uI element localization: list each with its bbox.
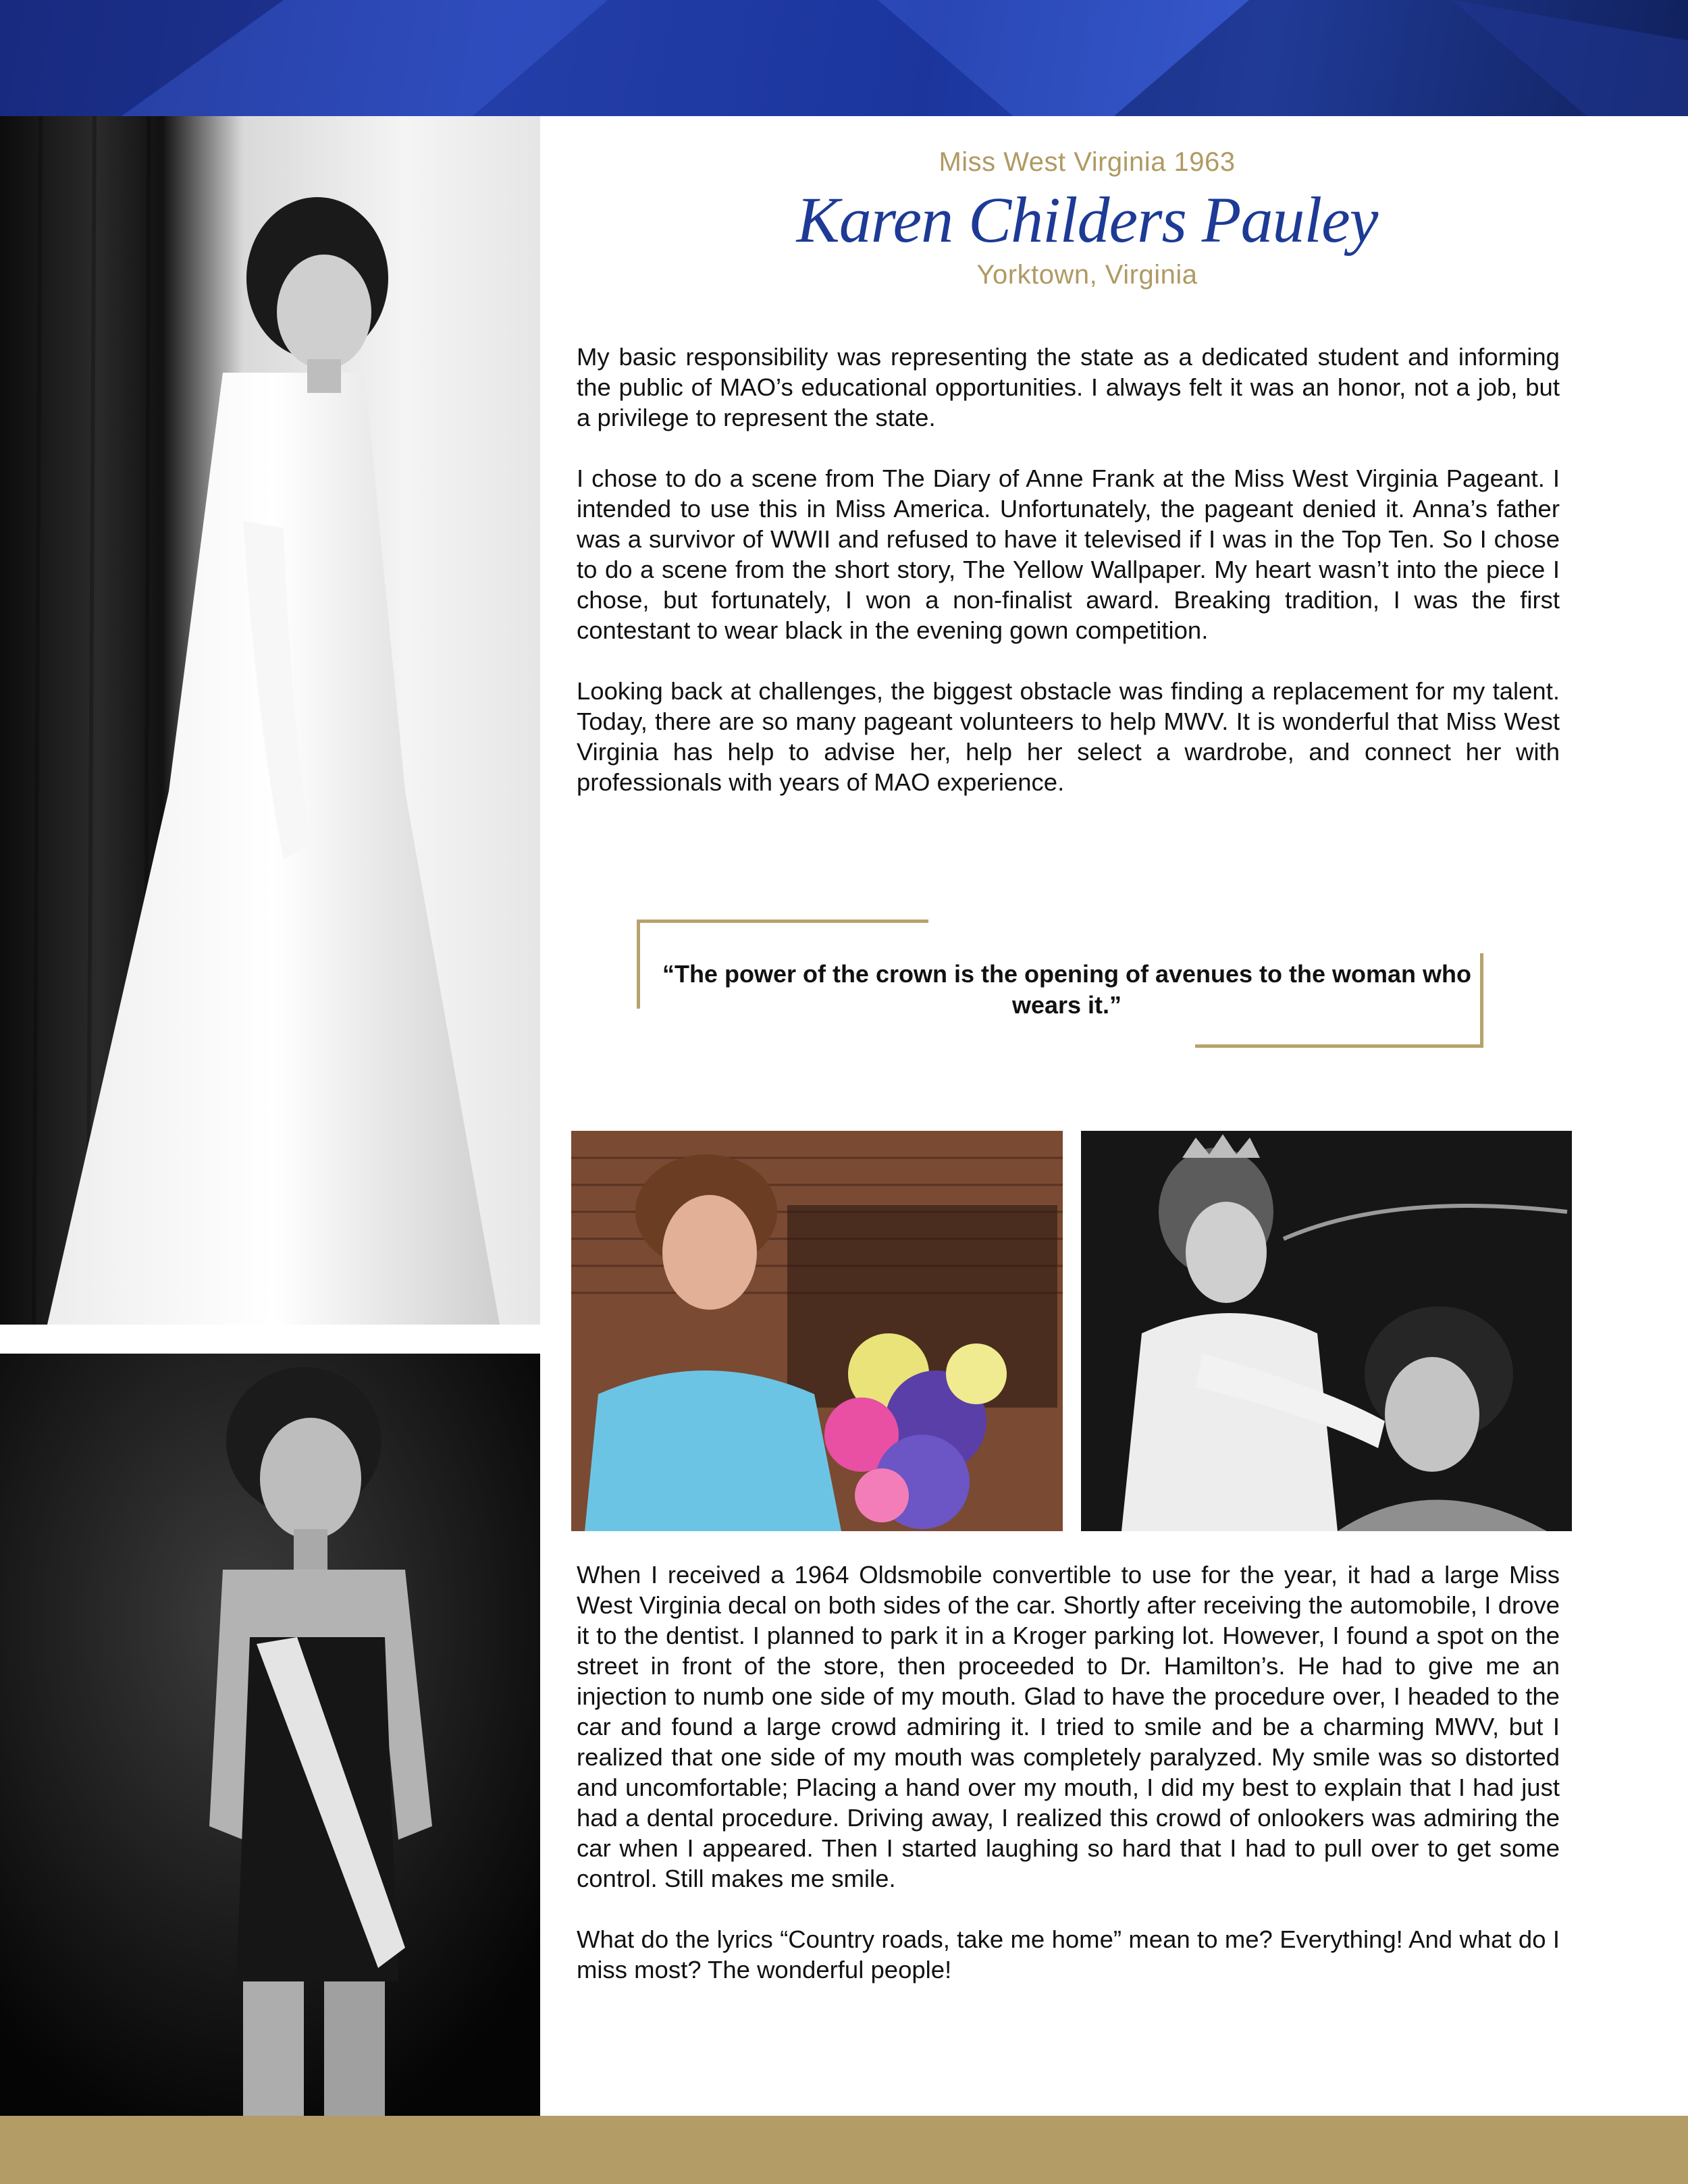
paragraph: What do the lyrics “Country roads, take me home” mean to me? Everything! And what do I miss most? The wonderful people!: [577, 1925, 1560, 1983]
quote-frame-bottom: [1195, 1044, 1483, 1048]
article-body-top: [577, 342, 1560, 797]
paragraph: I chose to do a scene from The Diary of Anne Frank at the Miss West Virginia Pageant. I intended to use this in Miss America. Unfortunately, the pageant denied it. Anna’s father was a survivor of WWII and refused to have it televised if I was in the Top Ten. So I chose to do a scene from the short story, The Yellow Wallpaper. My heart wasn’t into the piece I chose, but fortunately, I won a non-finalist award. Breaking tradition, I was the first contestant to wear black in the evening gown competition.: [577, 464, 1560, 644]
paragraph: When I received a 1964 Oldsmobile convertible to use for the year, it had a large Miss West Virginia decal on both sides of the car. Shortly after receiving the automobile, I drove it to the dentist. I planned to park it in a Kroger parking lot. However, I found a spot on the street in front of the store, then proceeded to Dr. Hamilton’s. He had to give me an injection to numb one side of my mouth. Glad to have the procedure over, I headed to the car and found a large crowd admiring it. I tried to smile and be a charming MWV, but I realized that one side of my mouth was completely paralyzed. My smile was so distorted and uncomfortable; Placing a hand over my mouth, I did my best to explain that I had just had a dental procedure. Driving away, I realized this crowd of onlookers was admiring the car when I appeared. Then I started laughing so hard that I had to pull over to get some control. Still makes me smile.: [577, 1561, 1560, 1892]
paragraph: My basic responsibility was representing the state as a dedicated student and informing the public of MAO’s educational opportunities. I always felt it was an honor, not a job, but a privilege to represent the state.: [577, 343, 1560, 431]
quote-frame-top: [637, 920, 928, 923]
photo-crowning: [1081, 1131, 1572, 1531]
photo-present-day: [571, 1131, 1063, 1531]
photo-swimsuit: [0, 1354, 540, 2116]
page-title: Karen Childers Pauley: [796, 184, 1378, 256]
title-kicker: Miss West Virginia 1963: [939, 147, 1236, 177]
header-band-pattern: [0, 0, 1688, 116]
article-body-bottom: [577, 1560, 1560, 1985]
photo-evening-gown: [0, 116, 540, 1325]
paragraph: Looking back at challenges, the biggest obstacle was finding a replacement for my talent. Today, there are so many pageant volunteers to help MWV. It is wonderful that Miss West Virginia has help to advise her, help her select a wardrobe, and connect her with professionals with years of MAO experience.: [577, 677, 1560, 796]
quote-frame-left: [637, 920, 640, 1009]
pull-quote: “The power of the crown is the opening of avenues to the woman who wears it.”: [662, 960, 1472, 1019]
quote-frame-right: [1480, 953, 1483, 1048]
header-band: [0, 0, 1688, 116]
hometown-subtitle: Yorktown, Virginia: [976, 260, 1198, 290]
footer-band: [0, 2116, 1688, 2184]
